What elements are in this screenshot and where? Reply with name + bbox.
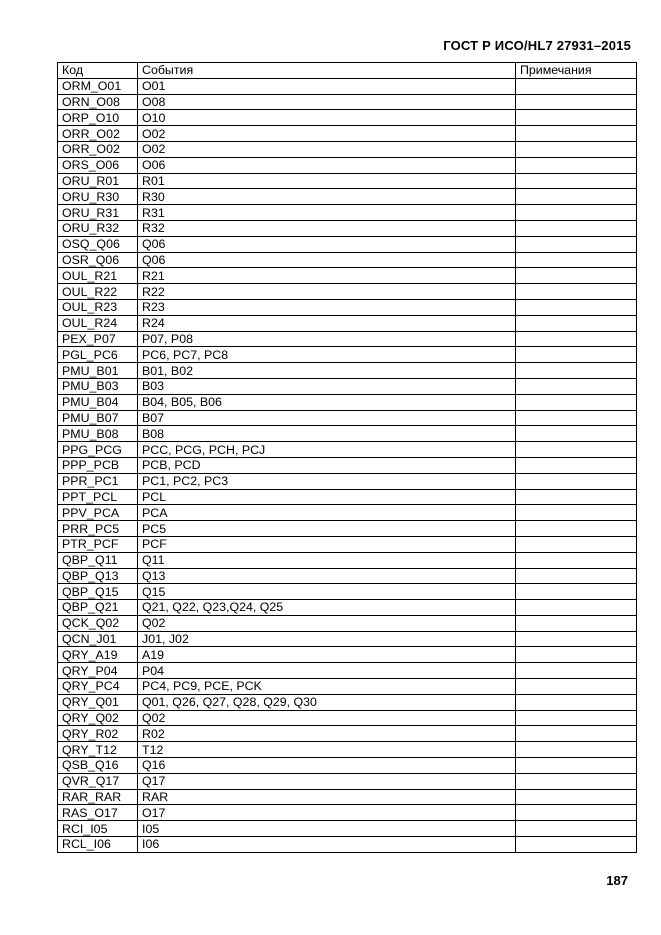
table-row	[58, 252, 637, 268]
cell-events: A19	[138, 647, 516, 663]
cell-notes	[516, 805, 637, 821]
table-row	[58, 821, 637, 837]
cell-notes	[516, 126, 637, 142]
cell-notes	[516, 489, 637, 505]
cell-events: PCB, PCD	[138, 457, 516, 473]
table-row	[58, 378, 637, 394]
table-row	[58, 426, 637, 442]
cell-code: PEX_P07	[58, 331, 138, 347]
cell-events: PCA	[138, 505, 516, 521]
cell-notes	[516, 410, 637, 426]
cell-events: R01	[138, 173, 516, 189]
cell-code: PMU_B07	[58, 410, 138, 426]
table-row	[58, 837, 637, 853]
cell-events: B01, B02	[138, 363, 516, 379]
table-row	[58, 141, 637, 157]
cell-code: QRY_PC4	[58, 679, 138, 695]
cell-events: I06	[138, 837, 516, 853]
cell-code: QRY_P04	[58, 663, 138, 679]
page-number: 187	[606, 873, 628, 888]
cell-notes	[516, 568, 637, 584]
table-row	[58, 457, 637, 473]
cell-code: OUL_R22	[58, 284, 138, 300]
cell-notes	[516, 615, 637, 631]
cell-events: I05	[138, 821, 516, 837]
table-row	[58, 442, 637, 458]
cell-events: PC5	[138, 521, 516, 537]
cell-events: RAR	[138, 789, 516, 805]
cell-code: OUL_R24	[58, 315, 138, 331]
cell-events: Q06	[138, 236, 516, 252]
table-row	[58, 615, 637, 631]
cell-events: Q11	[138, 552, 516, 568]
table-row	[58, 363, 637, 379]
cell-events: Q06	[138, 252, 516, 268]
cell-code: ORP_O10	[58, 110, 138, 126]
cell-events: O17	[138, 805, 516, 821]
cell-code: ORU_R01	[58, 173, 138, 189]
cell-notes	[516, 268, 637, 284]
table-header-row	[58, 63, 637, 79]
cell-code: QBP_Q15	[58, 584, 138, 600]
cell-events: R23	[138, 299, 516, 315]
cell-events: T12	[138, 742, 516, 758]
cell-code: ORR_O02	[58, 141, 138, 157]
cell-notes	[516, 837, 637, 853]
table-row	[58, 268, 637, 284]
table-row	[58, 568, 637, 584]
cell-code: PPR_PC1	[58, 473, 138, 489]
cell-notes	[516, 552, 637, 568]
cell-code: QBP_Q13	[58, 568, 138, 584]
cell-notes	[516, 394, 637, 410]
table-row	[58, 742, 637, 758]
table-row	[58, 299, 637, 315]
cell-notes	[516, 252, 637, 268]
table-row	[58, 110, 637, 126]
table-row	[58, 347, 637, 363]
cell-notes	[516, 600, 637, 616]
cell-events: R24	[138, 315, 516, 331]
cell-notes	[516, 521, 637, 537]
table-row	[58, 694, 637, 710]
cell-code: ORU_R30	[58, 189, 138, 205]
cell-code: PMU_B01	[58, 363, 138, 379]
table-row	[58, 394, 637, 410]
table-row	[58, 315, 637, 331]
cell-notes	[516, 536, 637, 552]
cell-code: QBP_Q11	[58, 552, 138, 568]
cell-notes	[516, 157, 637, 173]
cell-events: B08	[138, 426, 516, 442]
table-row	[58, 773, 637, 789]
cell-notes	[516, 742, 637, 758]
cell-notes	[516, 789, 637, 805]
cell-code: ORM_O01	[58, 78, 138, 94]
cell-events: R21	[138, 268, 516, 284]
cell-notes	[516, 94, 637, 110]
cell-events: PC1, PC2, PC3	[138, 473, 516, 489]
table-row	[58, 584, 637, 600]
cell-notes	[516, 726, 637, 742]
cell-events: P07, P08	[138, 331, 516, 347]
cell-code: OSQ_Q06	[58, 236, 138, 252]
cell-events: PCL	[138, 489, 516, 505]
cell-code: OUL_R23	[58, 299, 138, 315]
cell-events: R22	[138, 284, 516, 300]
cell-code: PTR_PCF	[58, 536, 138, 552]
cell-code: QVR_Q17	[58, 773, 138, 789]
table-row	[58, 284, 637, 300]
cell-code: RAR_RAR	[58, 789, 138, 805]
cell-notes	[516, 331, 637, 347]
cell-code: ORU_R32	[58, 220, 138, 236]
table-row	[58, 726, 637, 742]
cell-events: Q21, Q22, Q23,Q24, Q25	[138, 600, 516, 616]
cell-notes	[516, 315, 637, 331]
cell-notes	[516, 663, 637, 679]
cell-code: OUL_R21	[58, 268, 138, 284]
cell-code: PMU_B08	[58, 426, 138, 442]
cell-events: O10	[138, 110, 516, 126]
table-row	[58, 220, 637, 236]
table-row	[58, 679, 637, 695]
cell-events: PC6, PC7, PC8	[138, 347, 516, 363]
table-row	[58, 805, 637, 821]
cell-events: R32	[138, 220, 516, 236]
cell-notes	[516, 694, 637, 710]
table-row	[58, 552, 637, 568]
cell-code: PPV_PCA	[58, 505, 138, 521]
cell-code: QRY_T12	[58, 742, 138, 758]
cell-events: R30	[138, 189, 516, 205]
cell-notes	[516, 299, 637, 315]
cell-notes	[516, 584, 637, 600]
cell-notes	[516, 710, 637, 726]
cell-notes	[516, 173, 637, 189]
cell-events: P04	[138, 663, 516, 679]
cell-notes	[516, 189, 637, 205]
table-row	[58, 189, 637, 205]
table-row	[58, 600, 637, 616]
event-codes-table	[57, 62, 637, 853]
table-row	[58, 205, 637, 221]
cell-code: ORS_O06	[58, 157, 138, 173]
cell-code: RCL_I06	[58, 837, 138, 853]
cell-events: O06	[138, 157, 516, 173]
cell-notes	[516, 505, 637, 521]
cell-code: QSB_Q16	[58, 758, 138, 774]
cell-code: ORU_R31	[58, 205, 138, 221]
cell-notes	[516, 363, 637, 379]
cell-events: R31	[138, 205, 516, 221]
cell-code: QRY_R02	[58, 726, 138, 742]
table-row	[58, 236, 637, 252]
table-row	[58, 647, 637, 663]
cell-code: PGL_PC6	[58, 347, 138, 363]
table-row	[58, 789, 637, 805]
cell-code: OSR_Q06	[58, 252, 138, 268]
cell-events: Q02	[138, 710, 516, 726]
cell-notes	[516, 426, 637, 442]
cell-code: ORN_O08	[58, 94, 138, 110]
table-row	[58, 710, 637, 726]
cell-code: QRY_Q02	[58, 710, 138, 726]
document-header: ГОСТ Р ИСО/HL7 27931–2015	[443, 38, 631, 53]
table-row	[58, 173, 637, 189]
cell-events: R02	[138, 726, 516, 742]
cell-code: PMU_B04	[58, 394, 138, 410]
cell-notes	[516, 205, 637, 221]
cell-events: Q02	[138, 615, 516, 631]
table-row	[58, 505, 637, 521]
table-row	[58, 157, 637, 173]
cell-code: QRY_Q01	[58, 694, 138, 710]
cell-events: Q01, Q26, Q27, Q28, Q29, Q30	[138, 694, 516, 710]
cell-notes	[516, 473, 637, 489]
cell-notes	[516, 110, 637, 126]
cell-events: O01	[138, 78, 516, 94]
table-row	[58, 663, 637, 679]
column-header-events: События	[138, 63, 516, 79]
cell-events: J01, J02	[138, 631, 516, 647]
table-row	[58, 78, 637, 94]
cell-events: Q13	[138, 568, 516, 584]
cell-code: QCN_J01	[58, 631, 138, 647]
cell-code: QCK_Q02	[58, 615, 138, 631]
cell-events: PCC, PCG, PCH, PCJ	[138, 442, 516, 458]
cell-events: B07	[138, 410, 516, 426]
cell-code: PPP_PCB	[58, 457, 138, 473]
cell-code: ORR_O02	[58, 126, 138, 142]
table-row	[58, 521, 637, 537]
table-row	[58, 410, 637, 426]
table-row	[58, 94, 637, 110]
cell-events: Q15	[138, 584, 516, 600]
cell-code: QBP_Q21	[58, 600, 138, 616]
cell-events: O08	[138, 94, 516, 110]
cell-events: O02	[138, 126, 516, 142]
cell-events: PCF	[138, 536, 516, 552]
cell-events: O02	[138, 141, 516, 157]
cell-notes	[516, 347, 637, 363]
cell-notes	[516, 378, 637, 394]
cell-events: B03	[138, 378, 516, 394]
cell-code: QRY_A19	[58, 647, 138, 663]
table-row	[58, 536, 637, 552]
cell-code: RCI_I05	[58, 821, 138, 837]
table-row	[58, 126, 637, 142]
cell-notes	[516, 236, 637, 252]
table-row	[58, 473, 637, 489]
column-header-notes: Примечания	[516, 63, 637, 79]
cell-code: PMU_B03	[58, 378, 138, 394]
cell-code: PPG_PCG	[58, 442, 138, 458]
table-body	[58, 78, 637, 852]
cell-events: Q16	[138, 758, 516, 774]
cell-notes	[516, 773, 637, 789]
cell-notes	[516, 284, 637, 300]
cell-notes	[516, 220, 637, 236]
cell-events: B04, B05, B06	[138, 394, 516, 410]
cell-code: PPT_PCL	[58, 489, 138, 505]
cell-notes	[516, 758, 637, 774]
cell-events: Q17	[138, 773, 516, 789]
cell-code: PRR_PC5	[58, 521, 138, 537]
cell-notes	[516, 141, 637, 157]
column-header-code: Код	[58, 63, 138, 79]
cell-notes	[516, 631, 637, 647]
table-row	[58, 631, 637, 647]
cell-notes	[516, 821, 637, 837]
cell-events: PC4, PC9, PCE, PCK	[138, 679, 516, 695]
table-row	[58, 489, 637, 505]
cell-notes	[516, 78, 637, 94]
cell-notes	[516, 679, 637, 695]
cell-notes	[516, 647, 637, 663]
table-row	[58, 758, 637, 774]
cell-code: RAS_O17	[58, 805, 138, 821]
table-row	[58, 331, 637, 347]
cell-notes	[516, 442, 637, 458]
cell-notes	[516, 457, 637, 473]
